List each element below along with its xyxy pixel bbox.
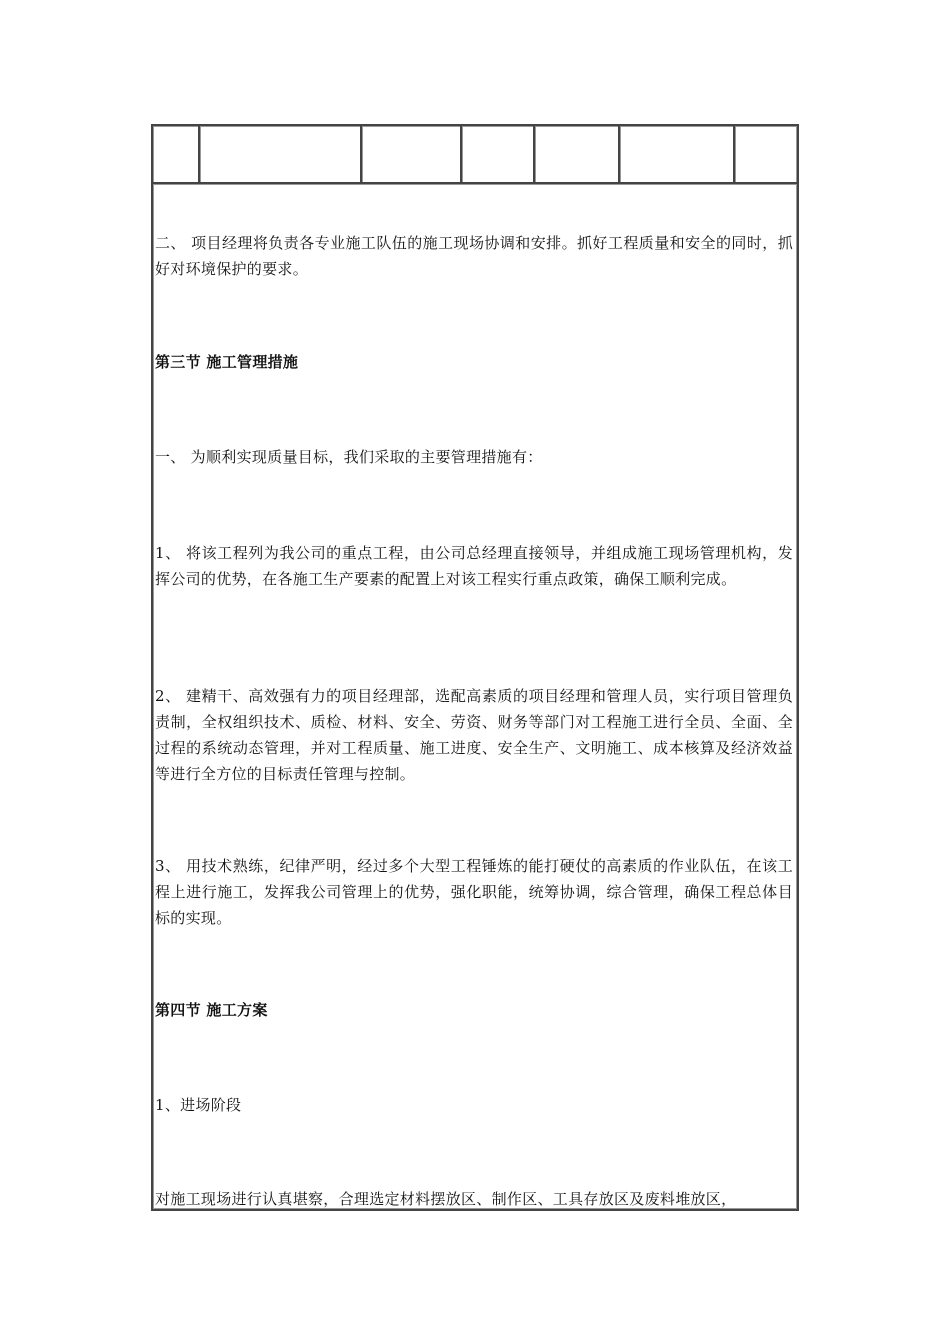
- column-divider: [733, 126, 735, 182]
- column-divider: [533, 126, 535, 182]
- section-heading-3: 第三节 施工管理措施: [155, 353, 299, 371]
- column-divider: [198, 126, 200, 182]
- paragraph-project-manager: 二、 项目经理将负责各专业施工队伍的施工现场协调和安排。抓好工程质量和安全的同时，抓好对环境保护的要求。: [155, 234, 793, 278]
- column-divider: [460, 126, 462, 182]
- section-heading-4: 第四节 施工方案: [155, 1001, 268, 1019]
- document-table: [151, 124, 799, 1211]
- paragraph-site-survey: 对施工现场进行认真堪察，合理选定材料摆放区、制作区、工具存放区及废料堆放区，: [155, 1190, 737, 1208]
- list-item-2: 2、 建精干、高效强有力的项目经理部，选配高素质的项目经理和管理人员，实行项目管理负责制，全权组织技术、质检、材料、安全、劳资、财务等部门对工程施工进行全员、全面、全过程的系统动态管理，并对工程质量、施工进度、安全生产、文明施工、成本核算及经济效益等进行全方位的目标责任管理与控制。: [155, 687, 793, 783]
- column-divider: [360, 126, 362, 182]
- list-item-3: 3、 用技术熟练，纪律严明，经过多个大型工程锤炼的能打硬仗的高素质的作业队伍，在该工程上进行施工，发挥我公司管理上的优势，强化职能，统筹协调，综合管理，确保工程总体目标的实现。: [155, 857, 793, 927]
- paragraph-measures-intro: 一、 为顺利实现质量目标，我们采取的主要管理措施有：: [155, 448, 543, 466]
- column-divider: [618, 126, 620, 182]
- table-header-row: [153, 126, 797, 184]
- list-item-1: 1、 将该工程列为我公司的重点工程，由公司总经理直接领导，并组成施工现场管理机构，发挥公司的优势，在各施工生产要素的配置上对该工程实行重点政策，确保工顺利完成。: [155, 544, 793, 588]
- subheading-entry-stage: 1、进场阶段: [155, 1096, 242, 1114]
